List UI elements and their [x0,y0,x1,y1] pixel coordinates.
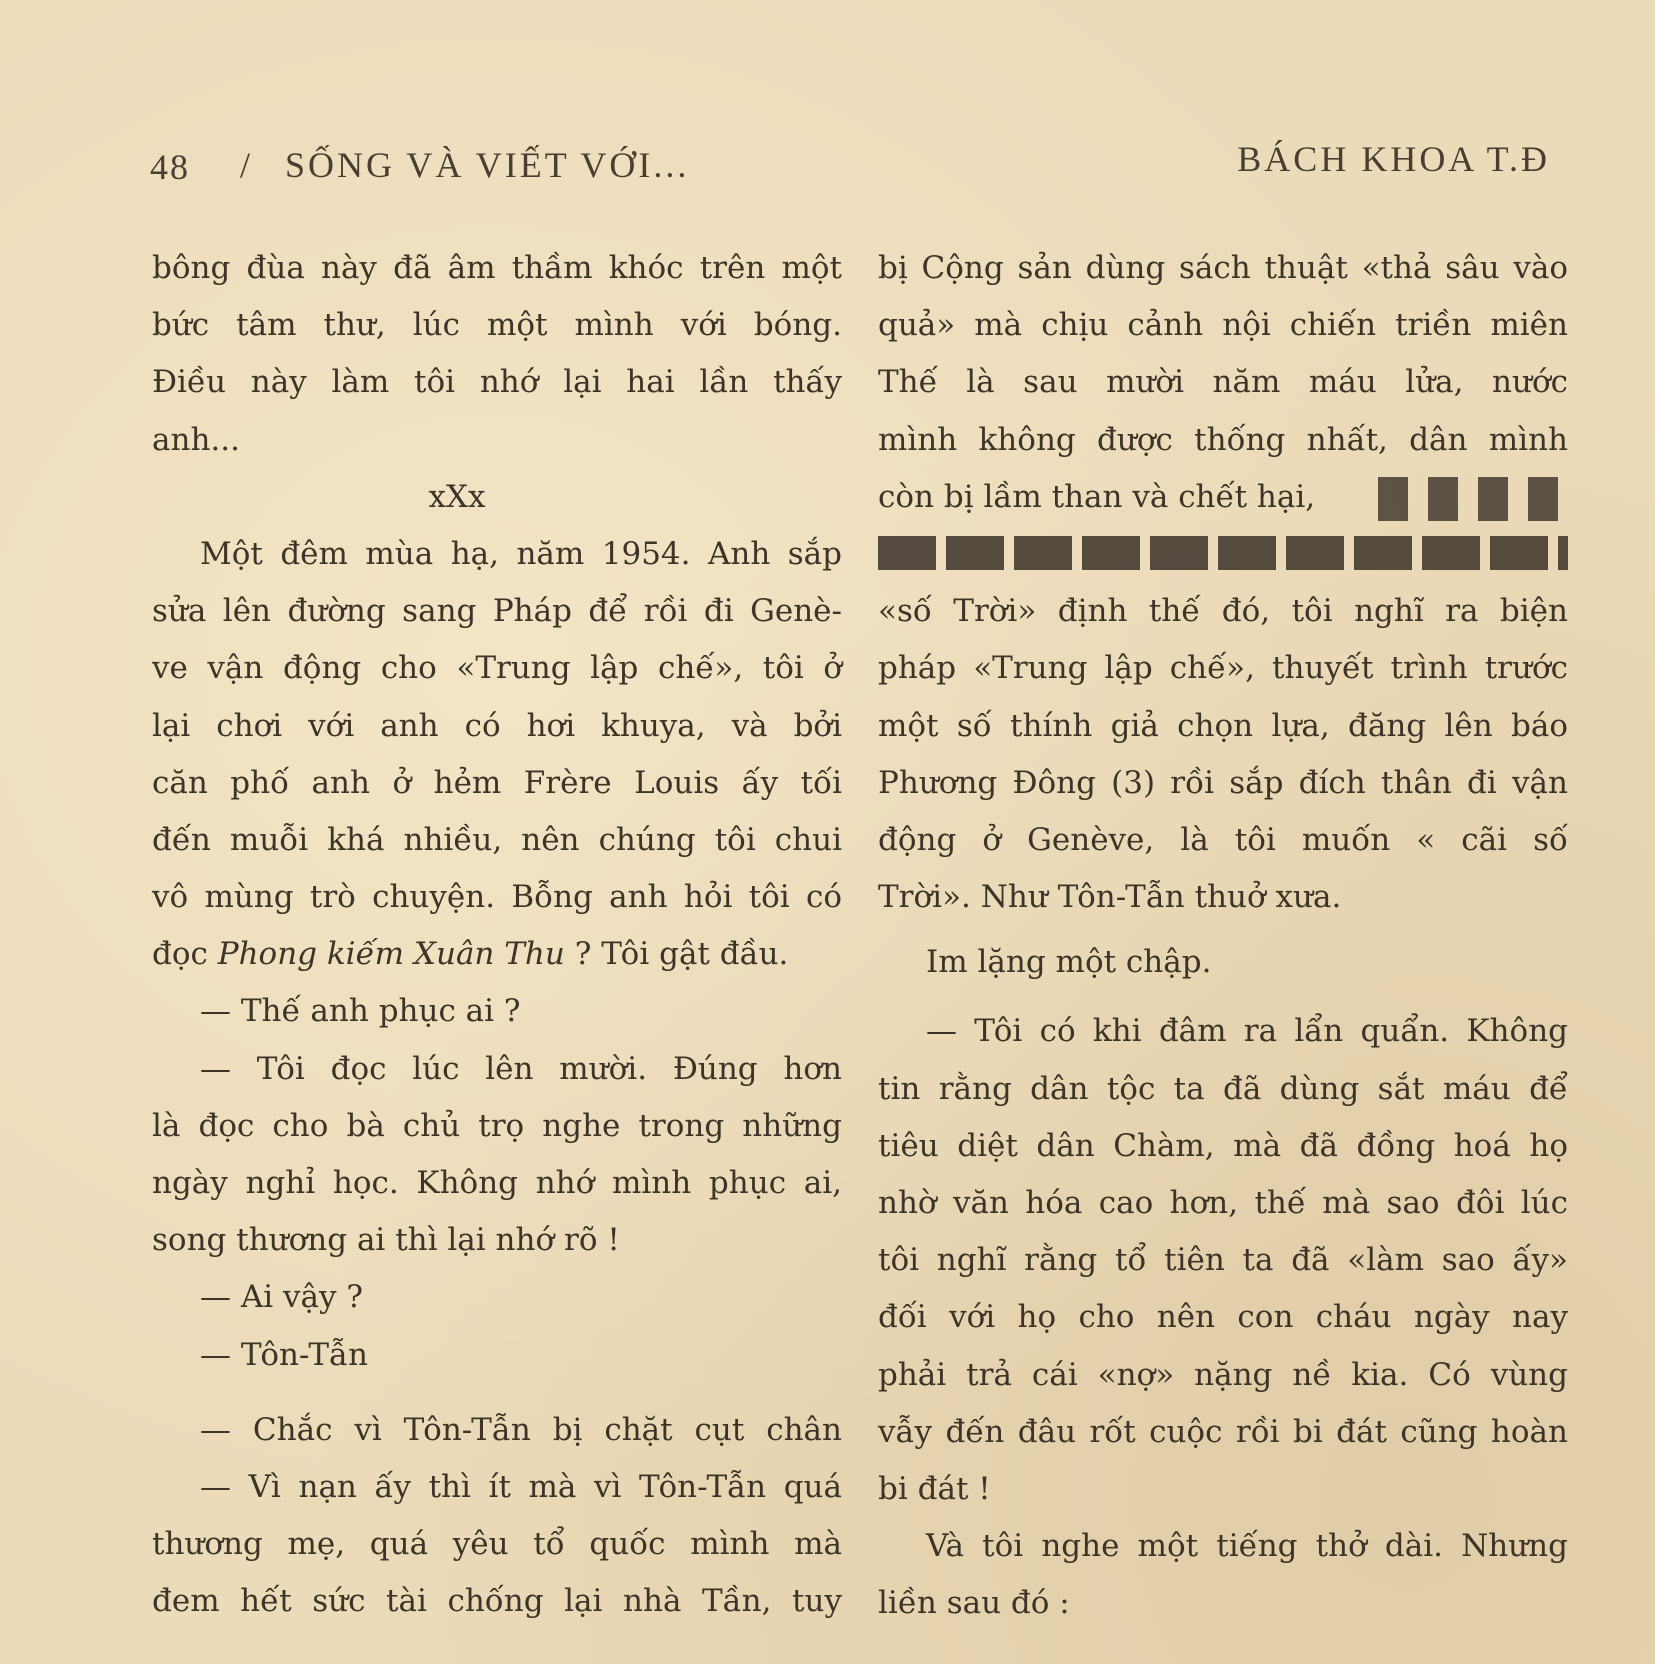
text-line: Một đêm mùa hạ, năm 1954. Anh sắp [200,535,842,572]
text-line: đến muỗi khá nhiều, nên chúng tôi chui [152,821,842,858]
dialogue-line: — Chắc vì Tôn-Tẫn bị chặt cụt chân [200,1411,842,1448]
text-line: «số Trời» định thế đó, tôi nghĩ ra biện [878,593,1568,630]
dialogue-line: — Tôi đọc lúc lên mười. Đúng hơn [200,1050,842,1087]
dialogue-line: — Ai vậy ? [200,1279,363,1316]
right-column [878,240,1568,1633]
text-line: tin rằng dân tộc ta đã dùng sắt máu để [878,1070,1568,1107]
text-line: Thế là sau mười năm máu lửa, nước [878,364,1568,401]
text-line: bi đát ! [878,1470,991,1507]
text-line: pháp «Trung lập chế», thuyết trình trước [878,650,1568,687]
text-line: vẫy đến đâu rốt cuộc rồi bi đát cũng hoàn [878,1413,1568,1450]
magazine-title: BÁCH KHOA T.Đ [1237,139,1550,179]
text-line: Im lặng một chập. [926,944,1212,981]
running-header [150,138,1550,188]
text-line: Điều này làm tôi nhớ lại hai lần thấy [152,364,842,401]
text-line: vô mùng trò chuyện. Bỗng anh hỏi tôi có [152,879,842,916]
text-line: đối với họ cho nên con cháu ngày nay [878,1299,1568,1336]
text-line: liền sau đó : [878,1585,1070,1622]
text-line: nhờ văn hóa cao hơn, thế mà sao đôi lúc [878,1185,1568,1221]
header-separator: / [240,145,253,185]
text-line: ngày nghỉ học. Không nhớ mình phục ai, [152,1165,842,1201]
section-title: SỐNG VÀ VIẾT VỚI... [285,145,690,185]
text-line: ve vận động cho «Trung lập chế», tôi ở [152,650,842,687]
book-title: Phong kiếm Xuân Thu [217,936,565,973]
dialogue-line: — Vì nạn ấy thì ít mà vì Tôn-Tẫn quá [200,1468,842,1505]
text-line: song thương ai thì lại nhớ rõ ! [152,1222,620,1259]
text-line: thương mẹ, quá yêu tổ quốc mình mà [152,1526,842,1563]
dialogue-line: — Thế anh phục ai ? [200,993,521,1030]
dialogue-line: — Tôn-Tẫn [200,1336,368,1373]
text-line: Và tôi nghe một tiếng thở dài. Nhưng [926,1528,1568,1565]
text-line: bức tâm thư, lúc một mình với bóng. [152,307,842,344]
text-fragment: đọc [152,936,208,973]
section-break: xXx [428,478,486,515]
text-line: Trời». Như Tôn-Tẫn thuở xưa. [878,879,1342,916]
left-column [152,240,842,1631]
text-line: sửa lên đường sang Pháp để rồi đi Genè- [152,593,842,630]
text-line-redacted-tail [878,469,1568,526]
text-line: phải trả cái «nợ» nặng nề kia. Có vùng [878,1356,1568,1393]
text-fragment: còn bị lầm than và chết hại, [878,478,1316,515]
text-line: quả» mà chịu cảnh nội chiến triền miên [878,307,1568,344]
text-line: căn phố anh ở hẻm Frère Louis ấy tối [152,764,842,801]
text-line: Phương Đông (3) rồi sắp đích thân đi vận [878,764,1568,801]
text-line: mình không được thống nhất, dân mình [878,421,1568,458]
text-line: tiêu diệt dân Chàm, mà đã đồng hoá họ [878,1127,1568,1164]
text-line: đem hết sức tài chống lại nhà Tần, tuy [152,1583,842,1620]
page-number: 48 [150,147,190,187]
text-line: bị Cộng sản dùng sách thuật «thả sâu vào [878,250,1568,286]
censored-text-block [1378,477,1568,521]
text-line: bông đùa này đã âm thầm khóc trên một [152,250,842,286]
text-fragment: ? Tôi gật đầu. [574,936,789,973]
dialogue-line: — Tôi có khi đâm ra lẩn quẩn. Không [926,1013,1568,1050]
text-line: anh... [152,421,240,458]
censored-line [878,526,1568,583]
text-line: một số thính giả chọn lựa, đăng lên báo [878,707,1568,744]
text-line: là đọc cho bà chủ trọ nghe trong những [152,1107,842,1144]
text-line: động ở Genève, là tôi muốn « cãi số [878,821,1568,858]
text-line: tôi nghĩ rằng tổ tiên ta đã «làm sao ấy» [878,1242,1568,1279]
text-line-with-title [152,926,842,983]
text-line: lại chơi với anh có hơi khuya, và bởi [152,707,842,744]
